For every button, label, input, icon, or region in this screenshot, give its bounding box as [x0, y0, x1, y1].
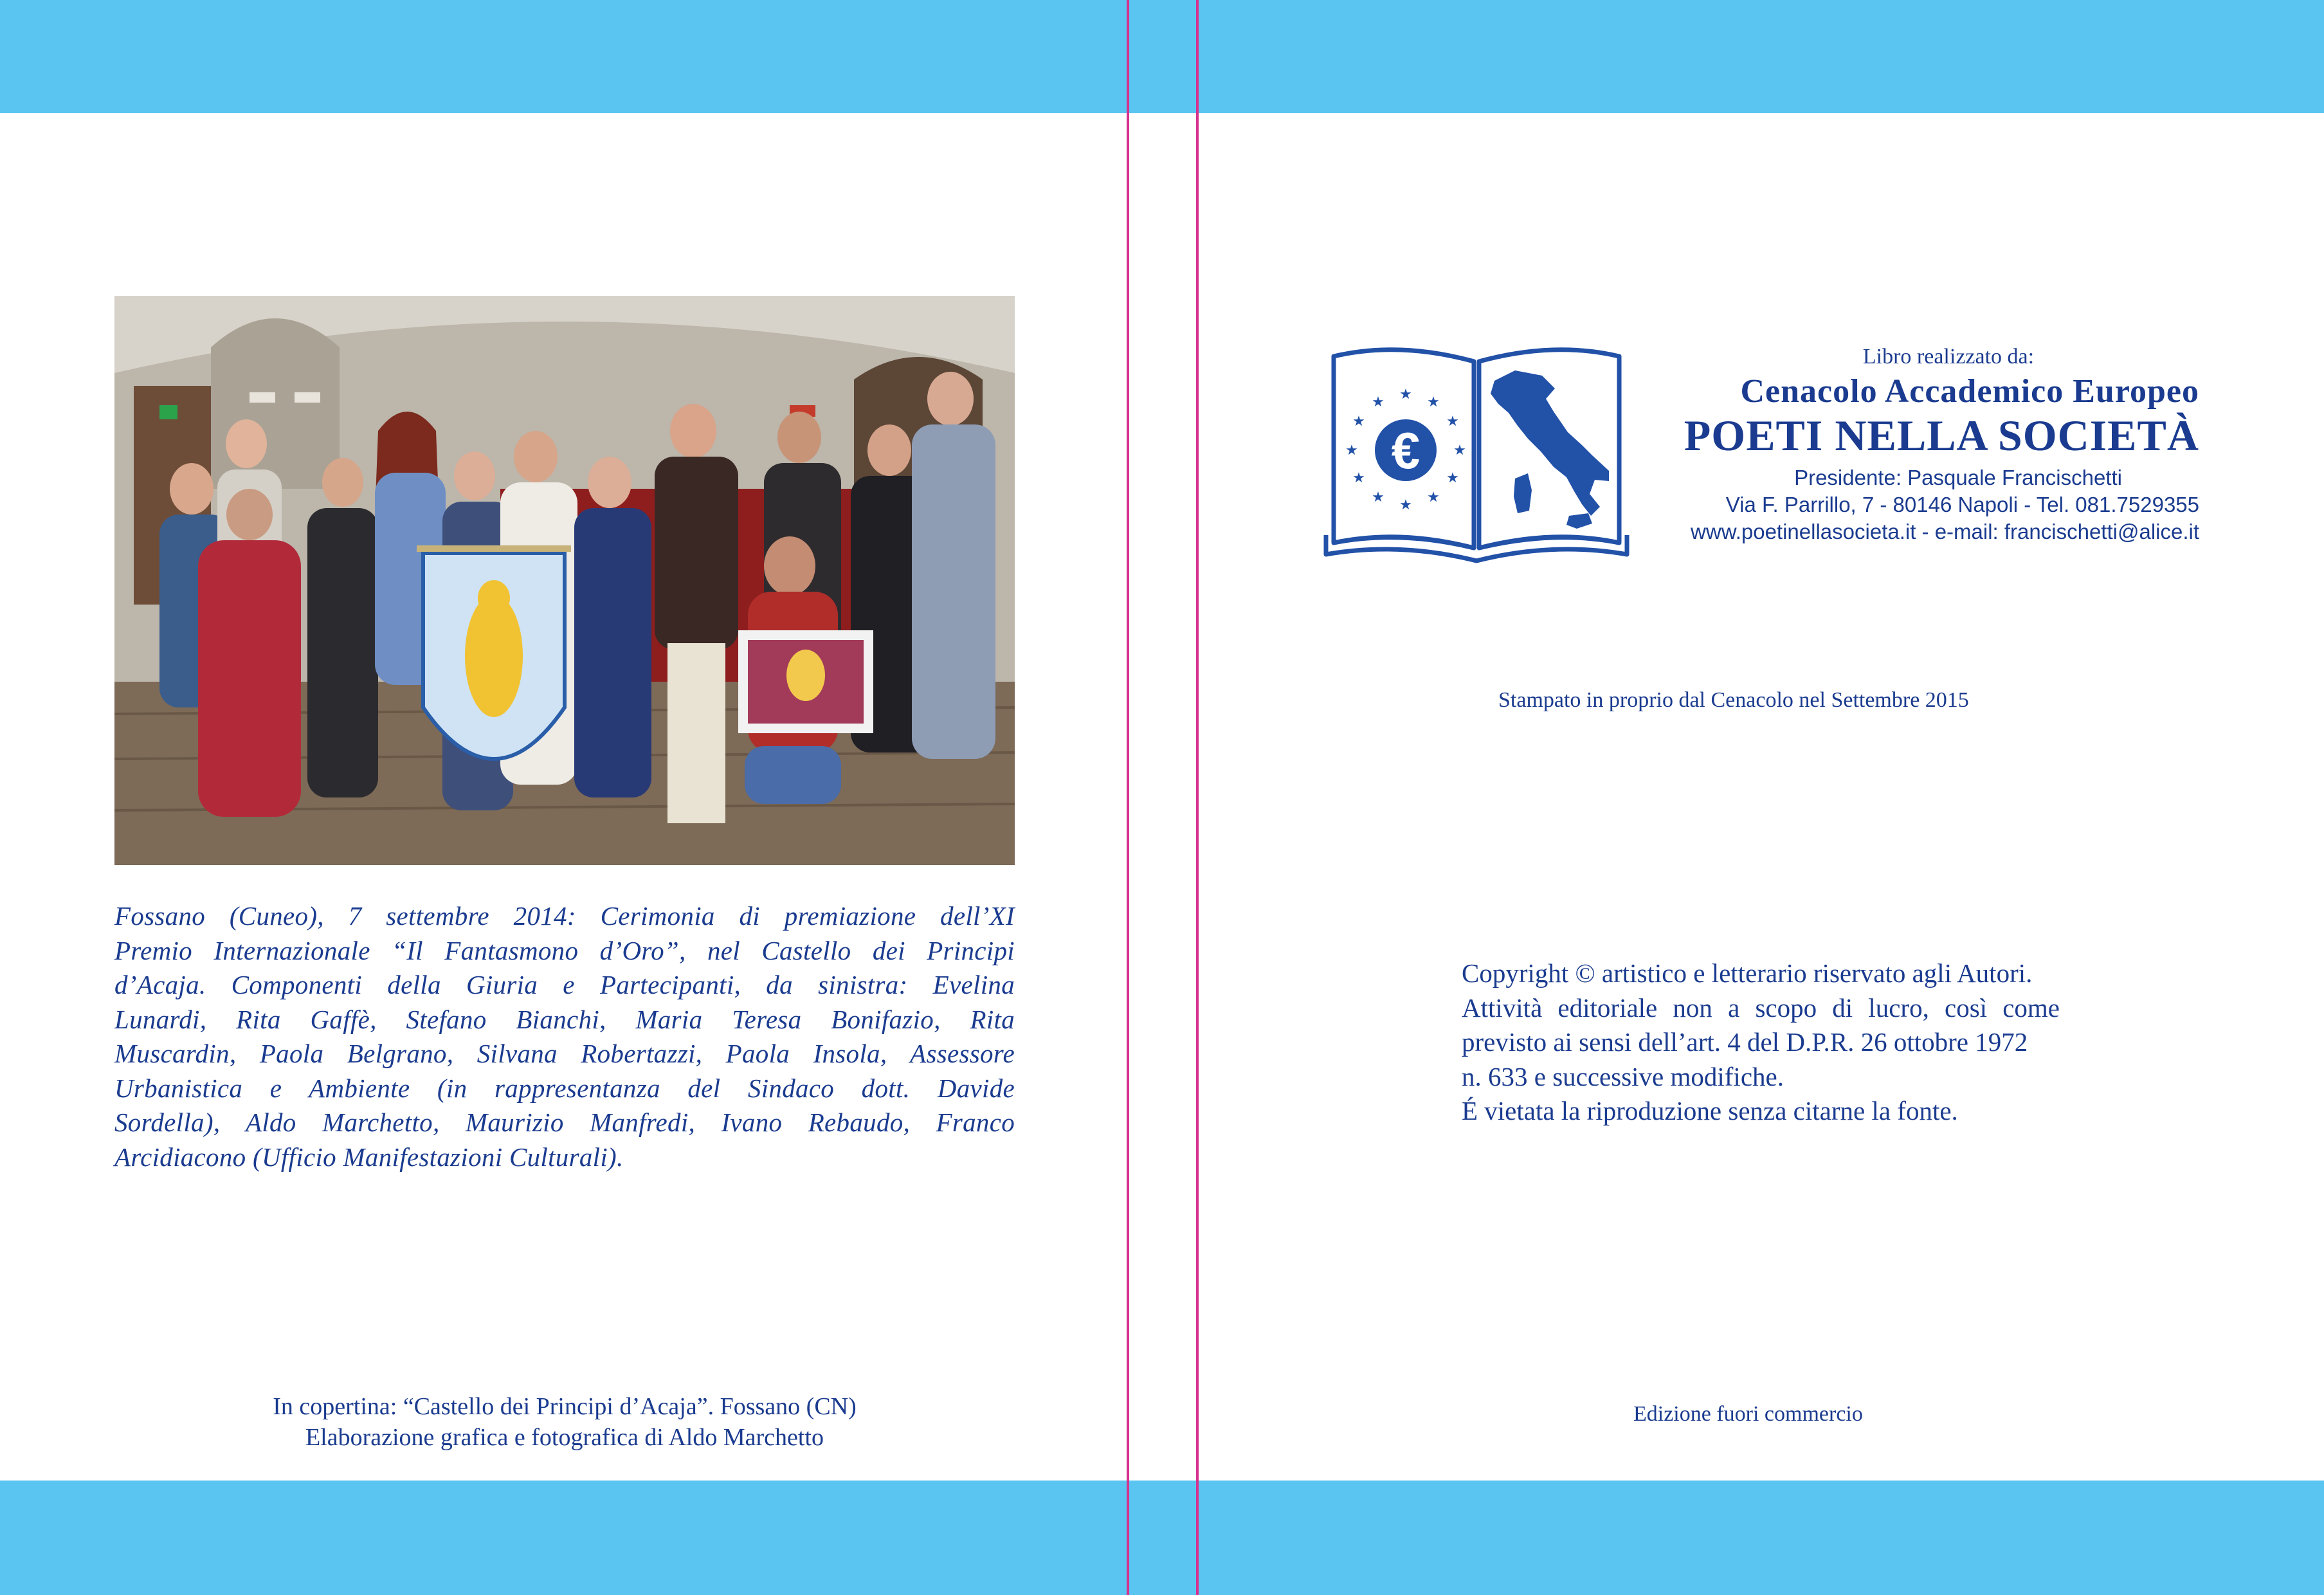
printed-note: Stampato in proprio dal Cenacolo nel Settembre 2015	[1498, 688, 1969, 712]
publisher-president: Presidente: Pasquale Francischetti	[1794, 466, 2122, 489]
top-color-band	[0, 0, 2324, 113]
copyright-notice	[1462, 956, 2060, 1129]
cover-credit	[114, 1391, 1015, 1453]
publisher-web: www.poetinellasocieta.it - e-mail: francischetti@alice.it	[1691, 520, 2199, 543]
caption-line: Sordella), Aldo Marchetto, Maurizio Manfredi, Ivano Rebaudo, Franco	[114, 1107, 1015, 1137]
edition-note: Edizione fuori commercio	[1633, 1402, 1863, 1426]
publisher-name-subtitle: POETI NELLA SOCIETÀ	[1684, 411, 2199, 460]
svg-text:★: ★	[1352, 414, 1365, 430]
publisher-name: Cenacolo Accademico Europeo	[1740, 373, 2199, 410]
svg-text:★: ★	[1453, 442, 1466, 459]
caption-line: Fossano (Cuneo), 7 settembre 2014: Cerimonia di premiazione dell’XI	[114, 901, 1015, 931]
spine-trim-line-left	[1127, 0, 1129, 1595]
svg-text:★: ★	[1372, 394, 1384, 410]
copyright-line: n. 633 e successive modifiche.	[1462, 1061, 1784, 1091]
publisher-intro: Libro realizzato da:	[1862, 345, 2035, 369]
svg-text:★: ★	[1372, 489, 1384, 506]
svg-text:★: ★	[1446, 414, 1459, 430]
publisher-block	[1646, 342, 2199, 545]
bottom-color-band	[0, 1481, 2324, 1595]
copyright-line: Attività editoriale non a scopo di lucro, così come	[1462, 992, 2060, 1023]
caption-line: d’Acaja. Componenti della Giuria e Partecipanti, da sinistra: Evelina	[114, 970, 1015, 999]
book-euro-italy-icon	[1322, 342, 1631, 565]
caption-line: Premio Internazionale “Il Fantasmono d’Oro”, nel Castello dei Principi	[114, 935, 1015, 965]
caption-line: Lunardi, Rita Gaffè, Stefano Bianchi, Maria Teresa Bonifazio, Rita	[114, 1004, 1015, 1034]
cover-credit-line: Elaborazione grafica e fotografica di Aldo Marchetto	[305, 1424, 824, 1451]
copyright-line: Copyright © artistico e letterario riservato agli Autori.	[1462, 958, 2033, 988]
copyright-line: previsto ai sensi dell’art. 4 del D.P.R. 26 ottobre 1972	[1462, 1027, 2028, 1057]
cover-credit-line: In copertina: “Castello dei Principi d’Acaja”. Fossano (CN)	[273, 1393, 857, 1420]
svg-text:€: €	[1391, 422, 1421, 479]
svg-text:★: ★	[1427, 489, 1440, 506]
publisher-address: Via F. Parrillo, 7 - 80146 Napoli - Tel. 081.7529355	[1725, 493, 2199, 516]
caption-line: Urbanistica e Ambiente (in rappresentanza del Sindaco dott. Davide	[114, 1073, 1015, 1103]
svg-text:★: ★	[1446, 470, 1459, 486]
caption-line: Arcidiacono (Ufficio Manifestazioni Culturali).	[114, 1142, 624, 1172]
spine-trim-line-right	[1196, 0, 1199, 1595]
svg-text:★: ★	[1345, 442, 1358, 459]
svg-text:★: ★	[1399, 497, 1412, 513]
caption-line: Muscardin, Paola Belgrano, Silvana Robertazzi, Paola Insola, Assessore	[114, 1039, 1015, 1068]
svg-text:★: ★	[1352, 470, 1365, 486]
ceremony-photo	[114, 296, 1015, 865]
copyright-line: É vietata la riproduzione senza citarne la fonte.	[1462, 1096, 1958, 1126]
svg-text:★: ★	[1399, 387, 1412, 403]
svg-text:★: ★	[1427, 394, 1440, 410]
photo-caption	[114, 899, 1015, 1174]
